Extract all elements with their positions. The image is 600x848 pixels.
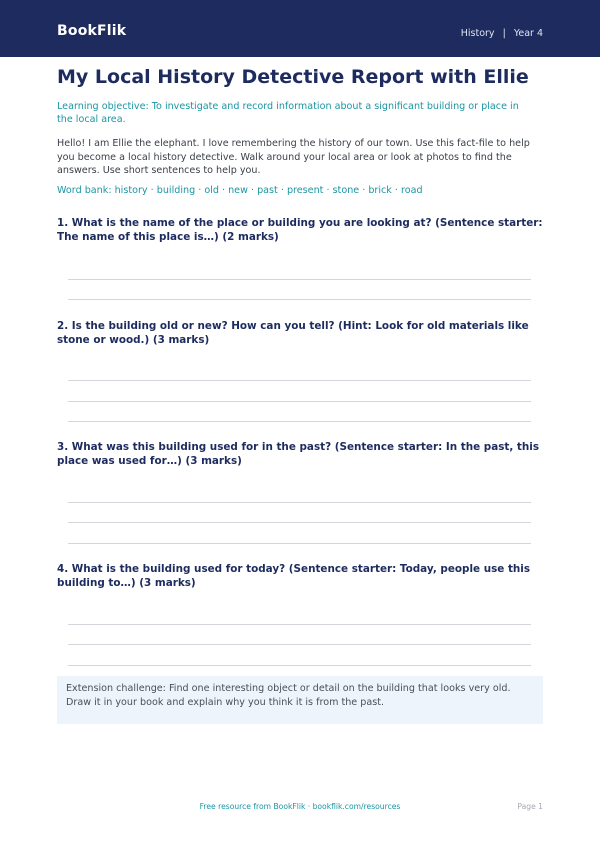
question-2: 2. Is the building old or new? How can you tell? (Hint: Look for old materials like stone or wood.) (3 marks): [57, 320, 529, 346]
answer-line[interactable]: [68, 502, 531, 503]
footer-credit: Free resource from BookFlik · bookflik.com/resources: [199, 802, 401, 811]
year-label: Year 4: [513, 28, 543, 39]
answer-line[interactable]: [68, 665, 531, 666]
page-title: My Local History Detective Report with Ellie: [57, 66, 529, 88]
header-separator: |: [502, 28, 506, 39]
page-number: Page 1: [517, 802, 543, 811]
page-header: [0, 0, 600, 57]
answer-line[interactable]: [68, 421, 531, 422]
question-1: 1. What is the name of the place or building you are looking at? (Sentence starter: The name of this place is…) (2 marks): [57, 217, 543, 243]
brand-logo: BookFlik: [57, 23, 127, 39]
extension-challenge-text: Extension challenge: Find one interesting object or detail on the building that looks very old. Draw it in your book and explain why you think it is from the past.: [66, 683, 511, 708]
answer-line[interactable]: [68, 401, 531, 402]
question-4: 4. What is the building used for today? (Sentence starter: Today, people use this building to…) (3 marks): [57, 563, 531, 589]
learning-objective: Learning objective: To investigate and record information about a significant building or place in the local area.: [57, 101, 519, 125]
answer-line[interactable]: [68, 624, 531, 625]
answer-line[interactable]: [68, 543, 531, 544]
answer-line[interactable]: [68, 279, 531, 280]
answer-line[interactable]: [68, 299, 531, 300]
extension-challenge-box: [57, 676, 543, 724]
answer-line[interactable]: [68, 380, 531, 381]
intro-paragraph: Hello! I am Ellie the elephant. I love remembering the history of our town. Use this fact-file to help you become a local history detective. Walk around your local area or look at photos to find the answers. Use short sentences to help you.: [57, 138, 530, 176]
subject-label: History: [460, 28, 495, 39]
question-3: 3. What was this building used for in the past? (Sentence starter: In the past, this place was used for…) (3 marks): [57, 441, 540, 467]
answer-line[interactable]: [68, 522, 531, 523]
answer-line[interactable]: [68, 644, 531, 645]
subject-year-label: [461, 28, 543, 39]
word-bank: Word bank: history · building · old · new · past · present · stone · brick · road: [57, 185, 423, 196]
